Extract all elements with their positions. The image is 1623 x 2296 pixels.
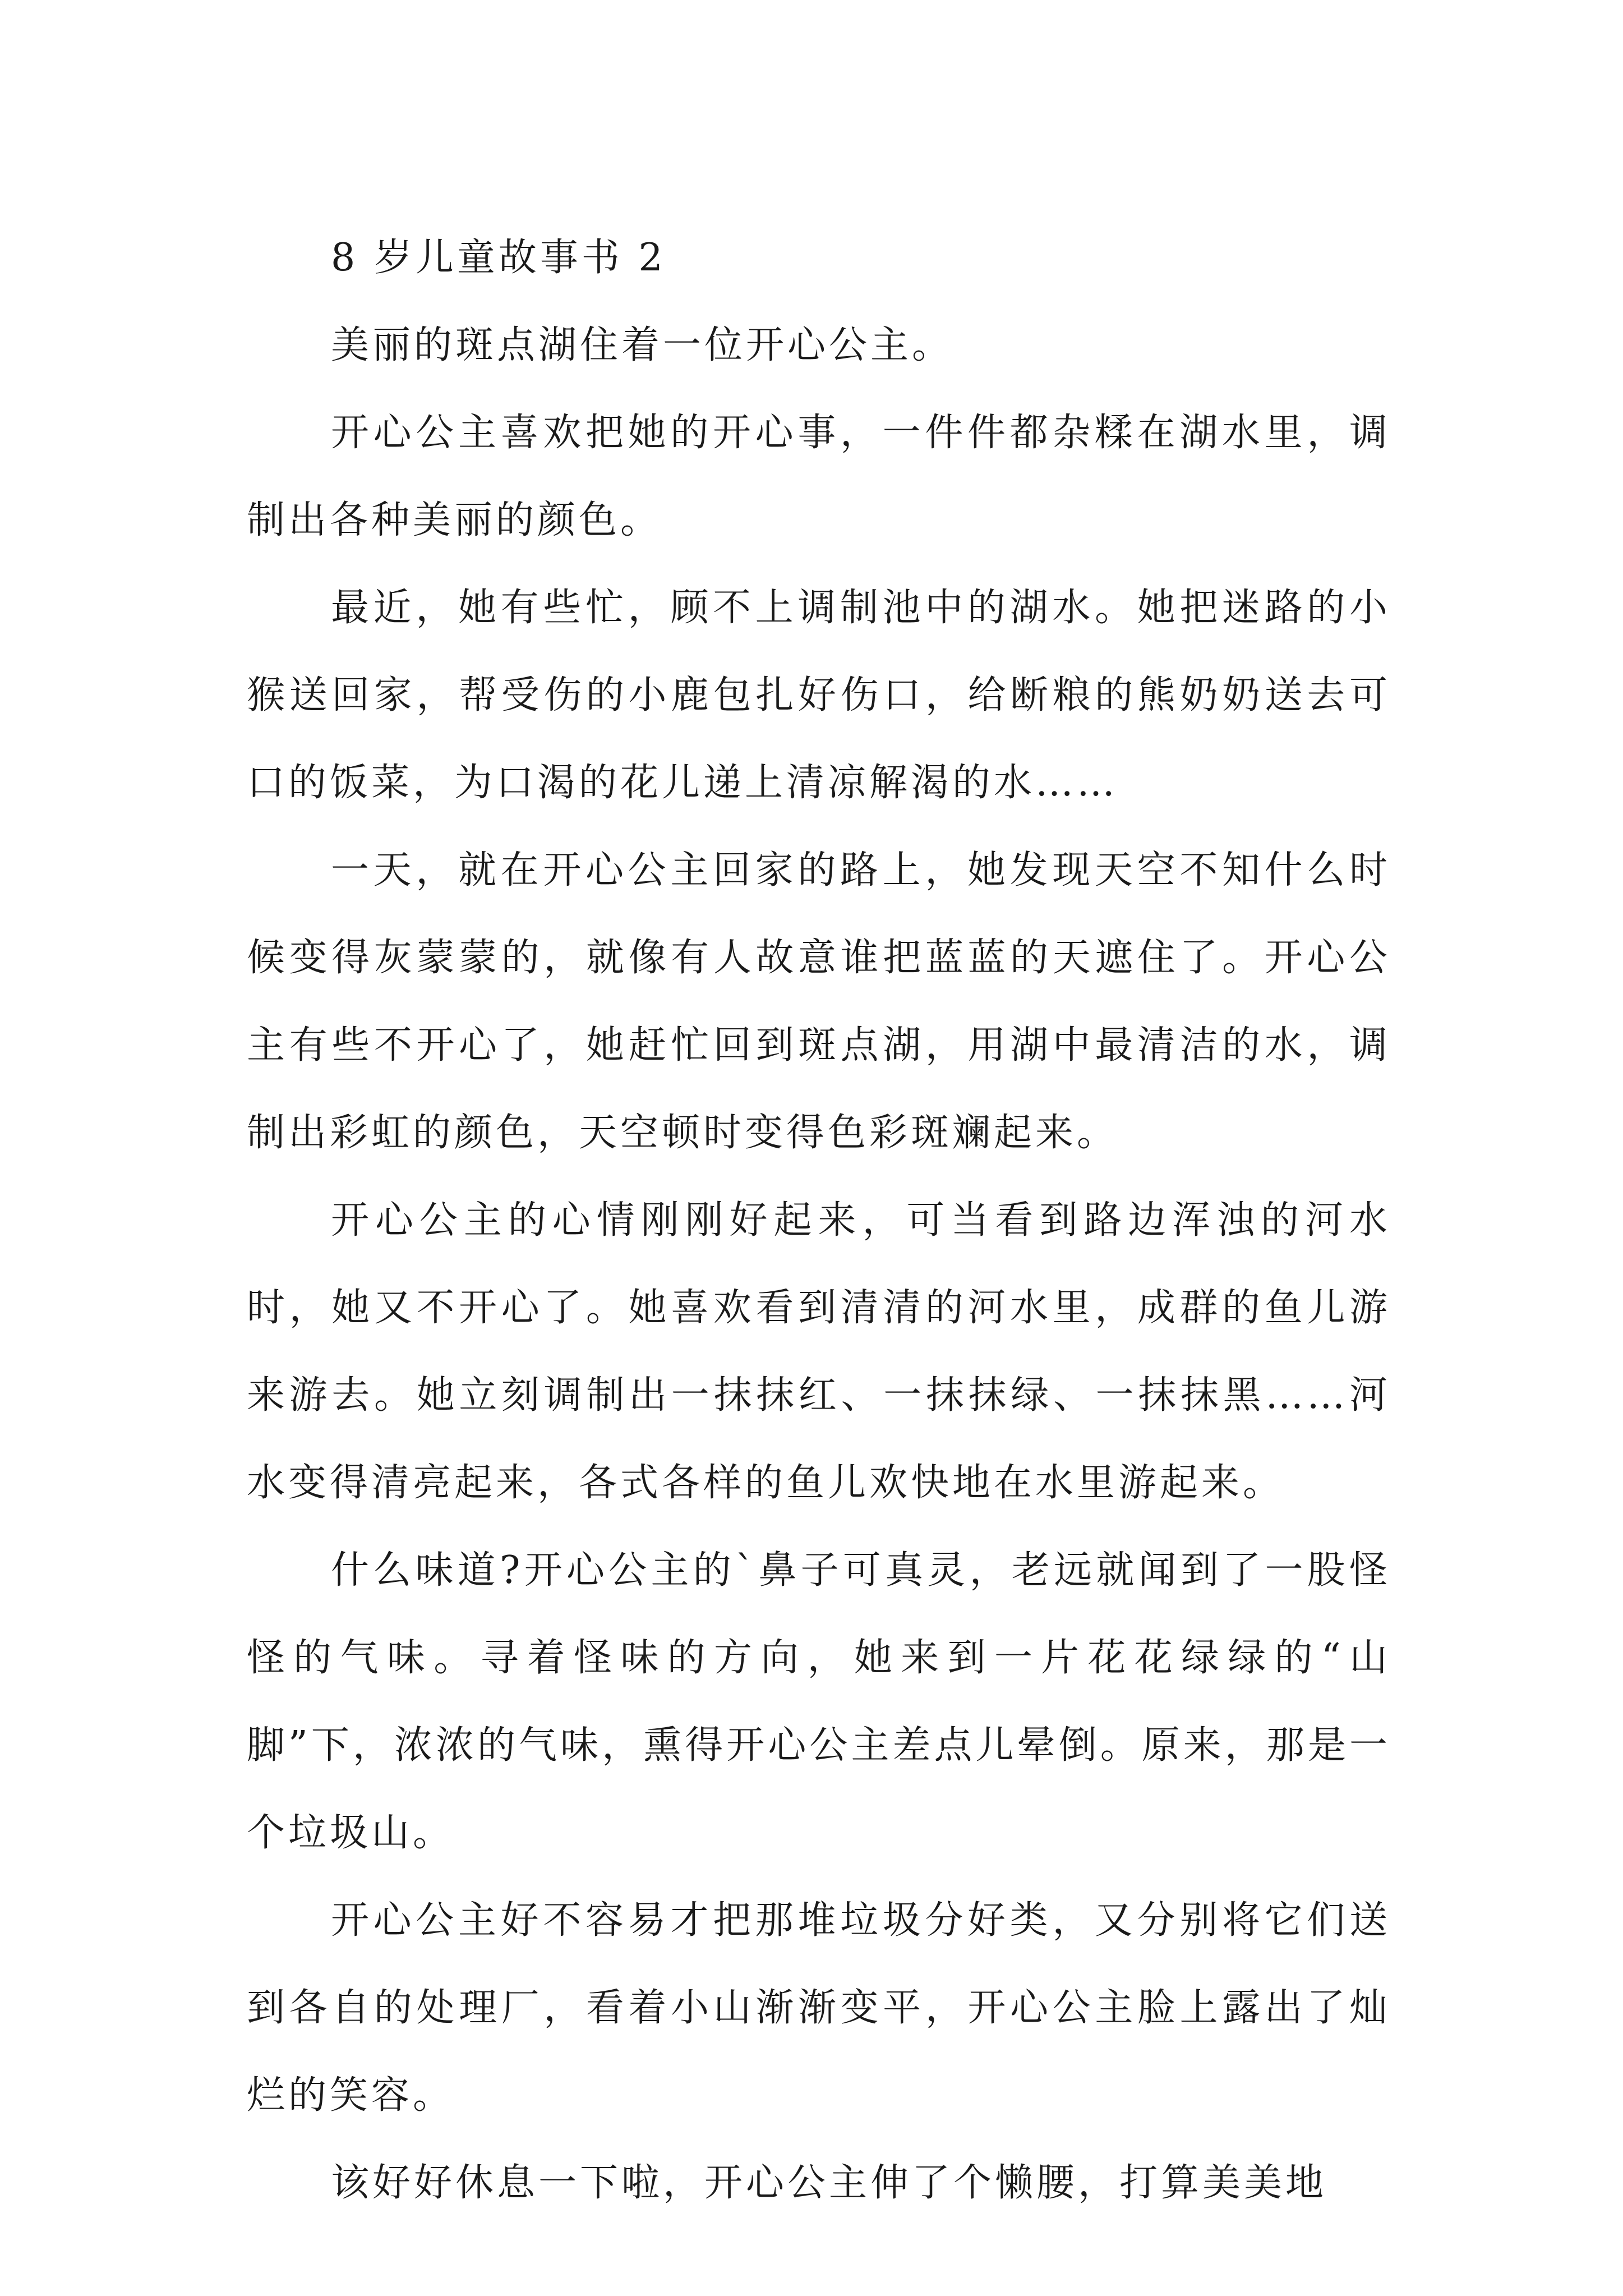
paragraph: 开心公主的心情刚刚好起来，可当看到路边浑浊的河水时，她又不开心了。她喜欢看到清清的河水里，成群的鱼儿游来游去。她立刻调制出一抹抹红、一抹抹绿、一抹抹黑……河水变得清亮起来，各式各样的鱼儿欢快地在水里游起来。 — [247, 1198, 1391, 1505]
paragraph: 开心公主好不容易才把那堆垃圾分好类，又分别将它们送到各自的处理厂，看着小山渐渐变平，开心公主脸上露出了灿烂的笑容。 — [247, 1898, 1391, 2118]
paragraph: 什么味道?开心公主的`鼻子可真灵，老远就闻到了一股怪怪的气味。寻着怪味的方向，她来到一片花花绿绿的“山脚”下，浓浓的气味，熏得开心公主差点儿晕倒。原来，那是一个垃圾山。 — [247, 1548, 1391, 1855]
paragraph: 该好好休息一下啦，开心公主伸了个懒腰，打算美美地 — [331, 2161, 1327, 2205]
document-body — [247, 214, 1391, 2227]
document-title: 8 岁儿童故事书 2 — [331, 236, 666, 280]
paragraph: 美丽的斑点湖住着一位开心公主。 — [331, 323, 954, 367]
paragraph: 开心公主喜欢把她的开心事，一件件都杂糅在湖水里，调制出各种美丽的颜色。 — [247, 411, 1391, 542]
paragraph: 一天，就在开心公主回家的路上，她发现天空不知什么时候变得灰蒙蒙的，就像有人故意谁把蓝蓝的天遮住了。开心公主有些不开心了，她赶忙回到斑点湖，用湖中最清洁的水，调制出彩虹的颜色，天空顿时变得色彩斑斓起来。 — [247, 848, 1391, 1155]
paragraph: 最近，她有些忙，顾不上调制池中的湖水。她把迷路的小猴送回家，帮受伤的小鹿包扎好伤口，给断粮的熊奶奶送去可口的饭菜，为口渴的花儿递上清凉解渴的水…… — [247, 586, 1391, 805]
